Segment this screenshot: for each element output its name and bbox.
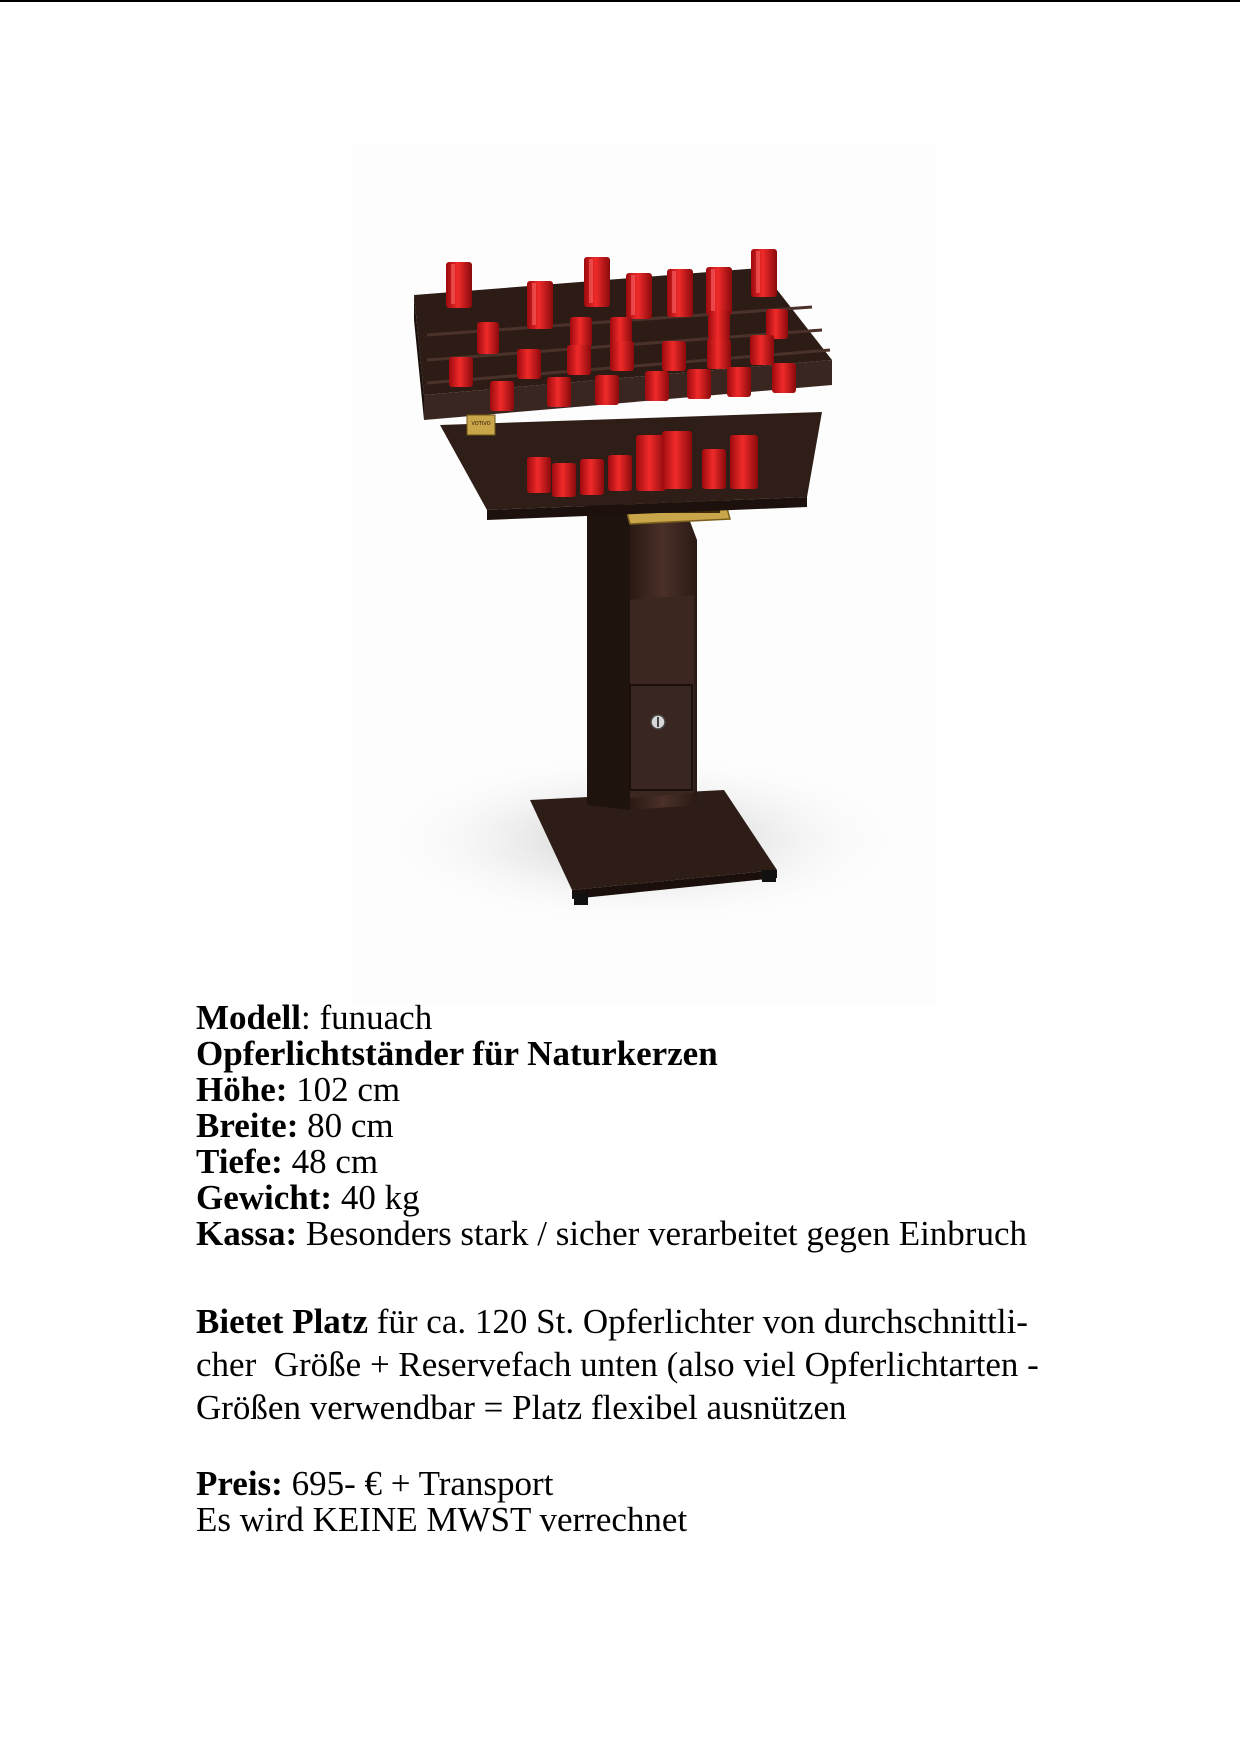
model-value: funuach bbox=[319, 998, 433, 1037]
stand-column bbox=[587, 500, 630, 810]
spec-depth bbox=[196, 1144, 1156, 1180]
spec-value: 40 kg bbox=[332, 1178, 420, 1217]
product-subtitle-text: Opferlichtständer für Naturkerzen bbox=[196, 1034, 718, 1073]
spec-value: 102 cm bbox=[287, 1070, 401, 1109]
spec-label: Kassa: bbox=[196, 1214, 298, 1253]
spec-label: Tiefe: bbox=[196, 1142, 283, 1181]
product-subtitle bbox=[196, 1036, 1156, 1072]
description-line-1 bbox=[196, 1300, 1136, 1343]
spec-width bbox=[196, 1108, 1156, 1144]
spec-height bbox=[196, 1072, 1156, 1108]
model-line bbox=[196, 1000, 1156, 1036]
vat-note: Es wird KEINE MWST verrechnet bbox=[196, 1500, 688, 1539]
description-line-3: Größen verwendbar = Platz flexibel ausnützen bbox=[196, 1388, 847, 1427]
brand-plate-label: VOTIVO bbox=[471, 421, 491, 427]
price-line bbox=[196, 1466, 1156, 1502]
spec-label: Höhe: bbox=[196, 1070, 288, 1109]
price-label: Preis: bbox=[196, 1464, 283, 1503]
description-paragraph bbox=[196, 1300, 1136, 1429]
spec-value: 80 cm bbox=[298, 1106, 394, 1145]
spec-value: 48 cm bbox=[282, 1142, 379, 1181]
product-photo bbox=[352, 145, 937, 1005]
spec-weight bbox=[196, 1180, 1156, 1216]
description-lead: Bietet Platz bbox=[196, 1302, 368, 1341]
spec-value: Besonders stark / sicher verarbeitet gegen Einbruch bbox=[297, 1214, 1027, 1253]
cash-box-door bbox=[630, 685, 692, 790]
candle-stand-illustration bbox=[352, 145, 937, 1005]
model-label: Modell bbox=[196, 998, 301, 1037]
top-border-line bbox=[0, 0, 1240, 2]
description-line-1-rest: für ca. 120 St. Opferlichter von durchschnittli- bbox=[368, 1302, 1028, 1341]
spec-cashbox bbox=[196, 1216, 1156, 1252]
model-separator: : bbox=[300, 998, 320, 1037]
spec-label: Gewicht: bbox=[196, 1178, 333, 1217]
spec-label: Breite: bbox=[196, 1106, 299, 1145]
description-line-2: cher Größe + Reservefach unten (also viel Opferlichtarten - bbox=[196, 1345, 1039, 1384]
price-value: 695- € + Transport bbox=[282, 1464, 554, 1503]
